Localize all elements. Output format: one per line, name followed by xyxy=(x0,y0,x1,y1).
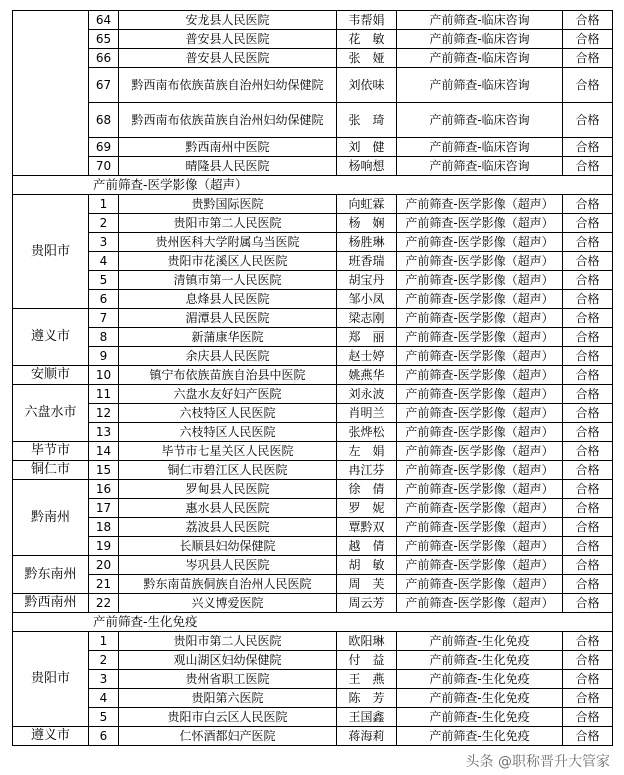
serial-number: 4 xyxy=(89,252,119,271)
table-row xyxy=(13,138,613,157)
exam-category: 产前筛查-临床咨询 xyxy=(397,68,563,103)
result: 合格 xyxy=(563,461,613,480)
region-cell: 遵义市 xyxy=(13,727,89,746)
person-name: 姚燕华 xyxy=(337,366,397,385)
exam-category: 产前筛查-临床咨询 xyxy=(397,138,563,157)
result: 合格 xyxy=(563,423,613,442)
hospital-name: 观山湖区妇幼保健院 xyxy=(119,651,337,670)
person-name: 胡 敏 xyxy=(337,556,397,575)
person-name: 越 倩 xyxy=(337,537,397,556)
hospital-name: 毕节市七星关区人民医院 xyxy=(119,442,337,461)
exam-category: 产前筛查-医学影像（超声） xyxy=(397,442,563,461)
hospital-name: 黔西南布依族苗族自治州妇幼保健院 xyxy=(119,68,337,103)
result: 合格 xyxy=(563,30,613,49)
result: 合格 xyxy=(563,157,613,176)
serial-number: 5 xyxy=(89,271,119,290)
serial-number: 6 xyxy=(89,727,119,746)
serial-number: 1 xyxy=(89,195,119,214)
hospital-name: 安龙县人民医院 xyxy=(119,11,337,30)
exam-category: 产前筛查-生化免疫 xyxy=(397,632,563,651)
hospital-name: 贵阳市第二人民医院 xyxy=(119,214,337,233)
person-name: 王国鑫 xyxy=(337,708,397,727)
result: 合格 xyxy=(563,195,613,214)
exam-category: 产前筛查-医学影像（超声） xyxy=(397,518,563,537)
person-name: 张烨松 xyxy=(337,423,397,442)
table-row xyxy=(13,157,613,176)
serial-number: 20 xyxy=(89,556,119,575)
serial-number: 10 xyxy=(89,366,119,385)
person-name: 班香瑞 xyxy=(337,252,397,271)
exam-category: 产前筛查-医学影像（超声） xyxy=(397,556,563,575)
hospital-name: 余庆县人民医院 xyxy=(119,347,337,366)
table-row xyxy=(13,195,613,214)
exam-category: 产前筛查-医学影像（超声） xyxy=(397,385,563,404)
region-cell: 黔南州 xyxy=(13,480,89,556)
exam-category: 产前筛查-医学影像（超声） xyxy=(397,366,563,385)
table-row xyxy=(13,670,613,689)
hospital-name: 六枝特区人民医院 xyxy=(119,423,337,442)
person-name: 邹小凤 xyxy=(337,290,397,309)
result: 合格 xyxy=(563,556,613,575)
person-name: 王 燕 xyxy=(337,670,397,689)
region-cell: 铜仁市 xyxy=(13,461,89,480)
person-name: 蒋海莉 xyxy=(337,727,397,746)
exam-category: 产前筛查-医学影像（超声） xyxy=(397,461,563,480)
hospital-name: 兴义博爱医院 xyxy=(119,594,337,613)
result: 合格 xyxy=(563,594,613,613)
table-body xyxy=(13,11,613,746)
serial-number: 70 xyxy=(89,157,119,176)
hospital-name: 黔东南苗族侗族自治州人民医院 xyxy=(119,575,337,594)
result: 合格 xyxy=(563,442,613,461)
exam-category: 产前筛查-医学影像（超声） xyxy=(397,290,563,309)
serial-number: 2 xyxy=(89,651,119,670)
result: 合格 xyxy=(563,404,613,423)
serial-number: 5 xyxy=(89,708,119,727)
hospital-name: 罗甸县人民医院 xyxy=(119,480,337,499)
region-cell: 贵阳市 xyxy=(13,195,89,309)
result: 合格 xyxy=(563,385,613,404)
result: 合格 xyxy=(563,68,613,103)
hospital-name: 新蒲康华医院 xyxy=(119,328,337,347)
serial-number: 7 xyxy=(89,309,119,328)
result: 合格 xyxy=(563,366,613,385)
serial-number: 6 xyxy=(89,290,119,309)
exam-category: 产前筛查-医学影像（超声） xyxy=(397,594,563,613)
hospital-name: 贵阳市第二人民医院 xyxy=(119,632,337,651)
serial-number: 9 xyxy=(89,347,119,366)
exam-category: 产前筛查-临床咨询 xyxy=(397,103,563,138)
person-name: 肖明兰 xyxy=(337,404,397,423)
hospital-name: 黔西南州中医院 xyxy=(119,138,337,157)
serial-number: 13 xyxy=(89,423,119,442)
exam-category: 产前筛查-生化免疫 xyxy=(397,727,563,746)
exam-category: 产前筛查-医学影像（超声） xyxy=(397,347,563,366)
table-row xyxy=(13,461,613,480)
person-name: 刘永波 xyxy=(337,385,397,404)
table-row xyxy=(13,651,613,670)
result: 合格 xyxy=(563,480,613,499)
person-name: 陈 芳 xyxy=(337,689,397,708)
result: 合格 xyxy=(563,708,613,727)
result: 合格 xyxy=(563,328,613,347)
person-name: 杨胜琳 xyxy=(337,233,397,252)
serial-number: 2 xyxy=(89,214,119,233)
exam-category: 产前筛查-医学影像（超声） xyxy=(397,404,563,423)
section-title: 产前筛查-生化免疫 xyxy=(13,613,613,632)
exam-category: 产前筛查-医学影像（超声） xyxy=(397,195,563,214)
person-name: 郑 丽 xyxy=(337,328,397,347)
serial-number: 66 xyxy=(89,49,119,68)
hospital-name: 荔波县人民医院 xyxy=(119,518,337,537)
hospital-name: 贵阳市花溪区人民医院 xyxy=(119,252,337,271)
table-row xyxy=(13,632,613,651)
region-cell: 贵阳市 xyxy=(13,632,89,727)
region-cell: 安顺市 xyxy=(13,366,89,385)
hospital-name: 六枝特区人民医院 xyxy=(119,404,337,423)
table-row xyxy=(13,366,613,385)
hospital-name: 普安县人民医院 xyxy=(119,30,337,49)
exam-category: 产前筛查-医学影像（超声） xyxy=(397,309,563,328)
hospital-name: 长顺县妇幼保健院 xyxy=(119,537,337,556)
result: 合格 xyxy=(563,49,613,68)
region-cell: 黔西南州 xyxy=(13,594,89,613)
exam-category: 产前筛查-医学影像（超声） xyxy=(397,214,563,233)
region-cell xyxy=(13,11,89,176)
result: 合格 xyxy=(563,632,613,651)
exam-category: 产前筛查-临床咨询 xyxy=(397,30,563,49)
hospital-name: 镇宁布依族苗族自治县中医院 xyxy=(119,366,337,385)
person-name: 刘 健 xyxy=(337,138,397,157)
result: 合格 xyxy=(563,537,613,556)
hospital-name: 湄潭县人民医院 xyxy=(119,309,337,328)
section-header-row xyxy=(13,176,613,195)
table-row xyxy=(13,594,613,613)
table-row xyxy=(13,214,613,233)
table-row xyxy=(13,233,613,252)
serial-number: 21 xyxy=(89,575,119,594)
table-row xyxy=(13,556,613,575)
person-name: 冉江芬 xyxy=(337,461,397,480)
table-row xyxy=(13,575,613,594)
serial-number: 64 xyxy=(89,11,119,30)
serial-number: 19 xyxy=(89,537,119,556)
table-row xyxy=(13,11,613,30)
serial-number: 16 xyxy=(89,480,119,499)
result: 合格 xyxy=(563,271,613,290)
serial-number: 1 xyxy=(89,632,119,651)
person-name: 罗 妮 xyxy=(337,499,397,518)
table-row xyxy=(13,68,613,103)
person-name: 欧阳琳 xyxy=(337,632,397,651)
exam-category: 产前筛查-临床咨询 xyxy=(397,49,563,68)
exam-category: 产前筛查-医学影像（超声） xyxy=(397,480,563,499)
person-name: 左 娟 xyxy=(337,442,397,461)
serial-number: 8 xyxy=(89,328,119,347)
region-cell: 六盘水市 xyxy=(13,385,89,442)
table-row xyxy=(13,537,613,556)
person-name: 周云芳 xyxy=(337,594,397,613)
result: 合格 xyxy=(563,11,613,30)
exam-category: 产前筛查-生化免疫 xyxy=(397,689,563,708)
table-row xyxy=(13,290,613,309)
result: 合格 xyxy=(563,575,613,594)
result: 合格 xyxy=(563,347,613,366)
serial-number: 18 xyxy=(89,518,119,537)
exam-category: 产前筛查-生化免疫 xyxy=(397,708,563,727)
hospital-name: 贵阳第六医院 xyxy=(119,689,337,708)
person-name: 覃黔双 xyxy=(337,518,397,537)
hospital-name: 清镇市第一人民医院 xyxy=(119,271,337,290)
person-name: 梁志刚 xyxy=(337,309,397,328)
person-name: 杨 娴 xyxy=(337,214,397,233)
table-row xyxy=(13,727,613,746)
table-row xyxy=(13,518,613,537)
person-name: 赵士婷 xyxy=(337,347,397,366)
table-row xyxy=(13,30,613,49)
qualification-table xyxy=(12,10,613,746)
person-name: 向虹霖 xyxy=(337,195,397,214)
exam-category: 产前筛查-医学影像（超声） xyxy=(397,252,563,271)
hospital-name: 铜仁市碧江区人民医院 xyxy=(119,461,337,480)
person-name: 张 琦 xyxy=(337,103,397,138)
serial-number: 3 xyxy=(89,233,119,252)
region-cell: 黔东南州 xyxy=(13,556,89,594)
section-header-row xyxy=(13,613,613,632)
person-name: 徐 倩 xyxy=(337,480,397,499)
table-row xyxy=(13,49,613,68)
hospital-name: 贵阳市白云区人民医院 xyxy=(119,708,337,727)
person-name: 花 敏 xyxy=(337,30,397,49)
table-row xyxy=(13,309,613,328)
result: 合格 xyxy=(563,651,613,670)
person-name: 张 娅 xyxy=(337,49,397,68)
serial-number: 69 xyxy=(89,138,119,157)
section-title: 产前筛查-医学影像（超声） xyxy=(13,176,613,195)
serial-number: 12 xyxy=(89,404,119,423)
exam-category: 产前筛查-生化免疫 xyxy=(397,651,563,670)
result: 合格 xyxy=(563,518,613,537)
hospital-name: 贵黔国际医院 xyxy=(119,195,337,214)
person-name: 付 益 xyxy=(337,651,397,670)
region-cell: 遵义市 xyxy=(13,309,89,366)
result: 合格 xyxy=(563,689,613,708)
result: 合格 xyxy=(563,252,613,271)
table-row xyxy=(13,480,613,499)
exam-category: 产前筛查-医学影像（超声） xyxy=(397,575,563,594)
person-name: 杨响想 xyxy=(337,157,397,176)
exam-category: 产前筛查-临床咨询 xyxy=(397,11,563,30)
person-name: 胡宝丹 xyxy=(337,271,397,290)
hospital-name: 息烽县人民医院 xyxy=(119,290,337,309)
result: 合格 xyxy=(563,138,613,157)
exam-category: 产前筛查-生化免疫 xyxy=(397,670,563,689)
table-row xyxy=(13,347,613,366)
hospital-name: 岑巩县人民医院 xyxy=(119,556,337,575)
person-name: 刘依味 xyxy=(337,68,397,103)
exam-category: 产前筛查-医学影像（超声） xyxy=(397,423,563,442)
serial-number: 68 xyxy=(89,103,119,138)
exam-category: 产前筛查-医学影像（超声） xyxy=(397,271,563,290)
table-row xyxy=(13,271,613,290)
exam-category: 产前筛查-医学影像（超声） xyxy=(397,499,563,518)
hospital-name: 普安县人民医院 xyxy=(119,49,337,68)
table-row xyxy=(13,442,613,461)
result: 合格 xyxy=(563,727,613,746)
serial-number: 14 xyxy=(89,442,119,461)
table-row xyxy=(13,499,613,518)
result: 合格 xyxy=(563,233,613,252)
table-row xyxy=(13,103,613,138)
table-row xyxy=(13,423,613,442)
person-name: 韦帮娟 xyxy=(337,11,397,30)
serial-number: 65 xyxy=(89,30,119,49)
table-row xyxy=(13,404,613,423)
hospital-name: 仁怀酒都妇产医院 xyxy=(119,727,337,746)
result: 合格 xyxy=(563,214,613,233)
serial-number: 17 xyxy=(89,499,119,518)
serial-number: 67 xyxy=(89,68,119,103)
serial-number: 3 xyxy=(89,670,119,689)
serial-number: 4 xyxy=(89,689,119,708)
region-cell: 毕节市 xyxy=(13,442,89,461)
table-row xyxy=(13,385,613,404)
hospital-name: 贵州省职工医院 xyxy=(119,670,337,689)
exam-category: 产前筛查-医学影像（超声） xyxy=(397,537,563,556)
hospital-name: 六盘水友好妇产医院 xyxy=(119,385,337,404)
table-row xyxy=(13,328,613,347)
table-row xyxy=(13,708,613,727)
result: 合格 xyxy=(563,103,613,138)
hospital-name: 黔西南布依族苗族自治州妇幼保健院 xyxy=(119,103,337,138)
exam-category: 产前筛查-医学影像（超声） xyxy=(397,328,563,347)
exam-category: 产前筛查-临床咨询 xyxy=(397,157,563,176)
table-row xyxy=(13,689,613,708)
serial-number: 15 xyxy=(89,461,119,480)
person-name: 周 芙 xyxy=(337,575,397,594)
hospital-name: 贵州医科大学附属乌当医院 xyxy=(119,233,337,252)
table-row xyxy=(13,252,613,271)
watermark: 头条 @职称晋升大管家 xyxy=(465,754,610,770)
result: 合格 xyxy=(563,499,613,518)
hospital-name: 晴隆县人民医院 xyxy=(119,157,337,176)
exam-category: 产前筛查-医学影像（超声） xyxy=(397,233,563,252)
serial-number: 22 xyxy=(89,594,119,613)
hospital-name: 惠水县人民医院 xyxy=(119,499,337,518)
result: 合格 xyxy=(563,309,613,328)
result: 合格 xyxy=(563,290,613,309)
serial-number: 11 xyxy=(89,385,119,404)
result: 合格 xyxy=(563,670,613,689)
